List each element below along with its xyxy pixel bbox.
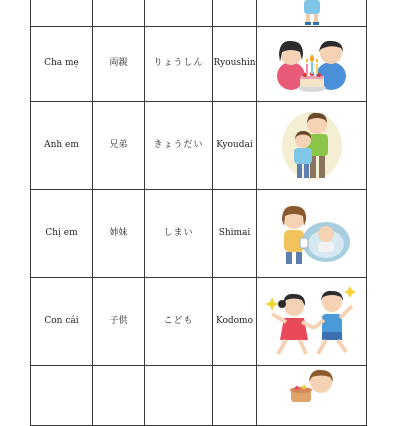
kanji-cell: 両親 bbox=[93, 27, 145, 102]
image-cell bbox=[257, 366, 367, 426]
vietnamese-cell: Anh em bbox=[31, 102, 93, 190]
child-icon bbox=[292, 0, 332, 26]
kanji-cell: 姉妹 bbox=[93, 190, 145, 278]
vietnamese-cell bbox=[31, 0, 93, 27]
parents-birthday-icon bbox=[269, 30, 355, 98]
image-cell bbox=[257, 102, 367, 190]
kana-cell: こども bbox=[145, 278, 213, 366]
romaji-cell bbox=[213, 366, 257, 426]
kanji-cell: 子供 bbox=[93, 278, 145, 366]
vietnamese-cell: Chị em bbox=[31, 190, 93, 278]
table-row bbox=[31, 102, 367, 190]
kanji-cell: 兄弟 bbox=[93, 102, 145, 190]
image-cell bbox=[257, 190, 367, 278]
kana-cell: しまい bbox=[145, 190, 213, 278]
romaji-cell: Kyoudai bbox=[213, 102, 257, 190]
vietnamese-cell: Con cái bbox=[31, 278, 93, 366]
kana-cell bbox=[145, 366, 213, 426]
image-cell bbox=[257, 27, 367, 102]
brothers-icon bbox=[280, 106, 344, 186]
table-row bbox=[31, 0, 367, 27]
romaji-cell: Shimai bbox=[213, 190, 257, 278]
kana-cell: りょうしん bbox=[145, 27, 213, 102]
table-row bbox=[31, 190, 367, 278]
girl-cooking-icon bbox=[277, 366, 347, 406]
kanji-cell bbox=[93, 366, 145, 426]
vietnamese-cell: Cha mẹ bbox=[31, 27, 93, 102]
sisters-icon bbox=[272, 198, 352, 270]
vietnamese-cell bbox=[31, 366, 93, 426]
table-row bbox=[31, 278, 367, 366]
romaji-cell bbox=[213, 0, 257, 27]
kana-cell bbox=[145, 0, 213, 27]
image-cell bbox=[257, 278, 367, 366]
romaji-cell: Ryoushin bbox=[213, 27, 257, 102]
table-row bbox=[31, 366, 367, 426]
table-row bbox=[31, 27, 367, 102]
vocabulary-table bbox=[30, 0, 367, 426]
children-running-icon bbox=[264, 284, 360, 360]
image-cell bbox=[257, 0, 367, 27]
kana-cell: きょうだい bbox=[145, 102, 213, 190]
romaji-cell: Kodomo bbox=[213, 278, 257, 366]
kanji-cell bbox=[93, 0, 145, 27]
